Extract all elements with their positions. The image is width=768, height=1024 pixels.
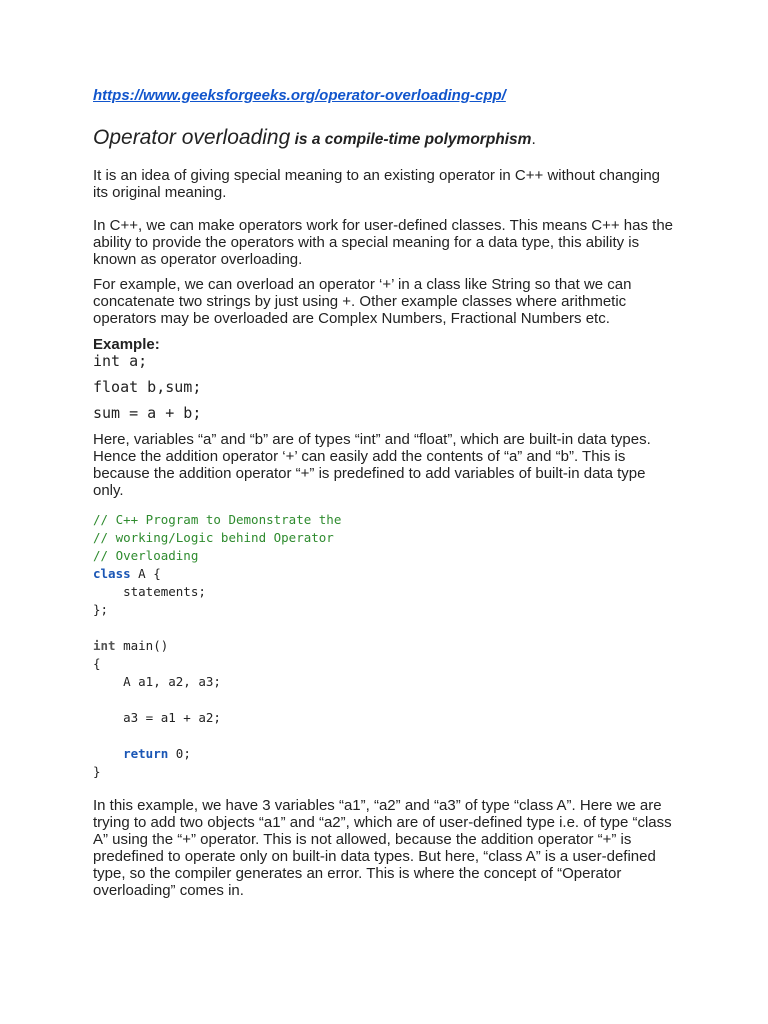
code-line-statements: statements; — [93, 584, 206, 599]
code-line-decl: A a1, a2, a3; — [93, 674, 221, 689]
code-block — [93, 511, 341, 781]
example-line-1: int a; — [93, 352, 148, 370]
code-comment-3: // Overloading — [93, 548, 199, 563]
paragraph-3: For example, we can overload an operator ‘+’ in a class like String so that we can concatenate two strings by just using +. Other example classes where arithmetic operators may be overloaded are Complex Numbers, Fractional Numbers etc. — [93, 276, 632, 327]
code-line-return — [93, 745, 341, 763]
paragraph-4: Here, variables “a” and “b” are of types “int” and “float”, which are built-in data types. Hence the addition operator ‘+’ can easily add the contents of “a” and “b”. This is because the addition operator “+” is predefined to add variables of built-in data type only. — [93, 431, 651, 499]
paragraph-2: In C++, we can make operators work for user-defined classes. This means C++ has the ability to provide the operators with a special meaning for a data type, this ability is known as operator overloading. — [93, 217, 674, 268]
code-class-rest: A { — [130, 566, 161, 581]
code-line-class — [93, 565, 341, 583]
heading-end: . — [531, 131, 536, 148]
example-line-3: sum = a + b; — [93, 404, 202, 422]
code-line-open-brace: { — [93, 656, 101, 671]
example-label: Example: — [93, 336, 160, 353]
code-line-blank-3 — [93, 727, 341, 745]
code-line-close-brace: } — [93, 764, 101, 779]
code-line-close-class: }; — [93, 602, 109, 617]
example-line-2: float b,sum; — [93, 378, 202, 396]
code-comment-1: // C++ Program to Demonstrate the — [93, 512, 342, 527]
paragraph-1: It is an idea of giving special meaning to an existing operator in C++ without changing its original meaning. — [93, 167, 661, 201]
code-return-rest: 0; — [168, 746, 191, 761]
code-keyword-class: class — [93, 566, 131, 581]
code-line-blank-2 — [93, 691, 341, 709]
code-line-main — [93, 637, 341, 655]
code-line-blank-1 — [93, 619, 341, 637]
code-keyword-return: return — [123, 746, 169, 761]
code-keyword-int: int — [93, 638, 116, 653]
heading-rest: is a compile-time polymorphism — [290, 131, 532, 148]
page-heading — [93, 126, 536, 150]
code-return-indent — [93, 746, 123, 761]
code-comment-2: // working/Logic behind Operator — [93, 530, 334, 545]
code-main-rest: main() — [115, 638, 169, 653]
paragraph-5: In this example, we have 3 variables “a1”, “a2” and “a3” of type “class A”. Here we are trying to add two objects “a1” and “a2”, which are of user-defined type i.e. of type “class A” using the “+” operator. This is not allowed, because the addition operator “+” is predefined to operate only on built-in data types. But here, “class A” is a user-defined type, so the compiler generates an error. This is where the concept of “Operator overloading” comes in. — [93, 797, 672, 899]
source-link[interactable]: https://www.geeksforgeeks.org/operator-overloading-cpp/ — [93, 87, 506, 104]
heading-main: Operator overloading — [93, 126, 291, 149]
code-line-assign: a3 = a1 + a2; — [93, 710, 221, 725]
